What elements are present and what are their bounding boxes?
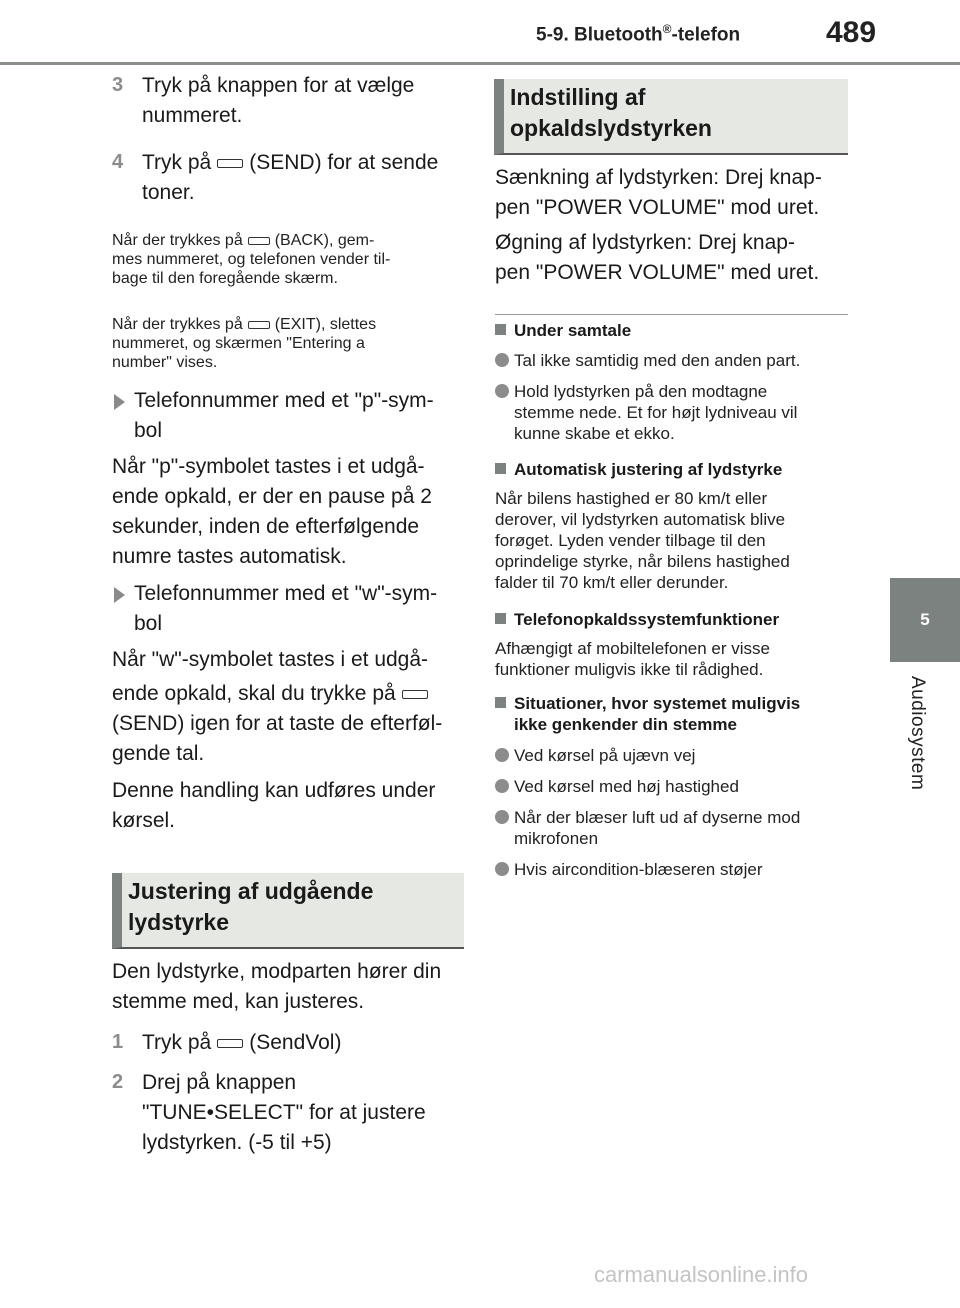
triangle-bullet-icon [114, 587, 125, 603]
send-button-icon [402, 690, 428, 699]
note-exit: Når der trykkes på (EXIT), slettes nummeret, og skærmen "Entering a number" vises. [112, 316, 377, 371]
outgoing-volume-intro: Den lydstyrke, modparten hører din stemme med, kan justeres. [112, 960, 442, 1013]
step-number: 1 [112, 1031, 124, 1053]
subheading-p-symbol: Telefonnummer med et "p"-sym- bol [134, 389, 434, 442]
step-number: 4 [112, 151, 124, 173]
circle-bullet-icon [495, 748, 509, 762]
list-item: Hvis aircondition-blæseren støjer [514, 860, 763, 879]
step-text: Tryk på knappen for at vælge nummeret. [142, 74, 415, 127]
list-item: Tal ikke samtidig med den anden part. [514, 351, 801, 370]
step-text: Tryk på (SEND) for at sende toner. [142, 151, 439, 204]
heading-phone-functions: Telefonopkaldssystemfunktioner [514, 610, 780, 629]
auto-volume-body: Når bilens hastighed er 80 km/t eller derover, vil lydstyrken automatisk blive forøget. Lyden vender tilbage til den oprindelige styrke, når bilens hastighed falder til 70 km/t eller derunder. [495, 489, 790, 592]
phone-functions-body: Afhængigt af mobiltelefonen er visse funktioner muligvis ikke til rådighed. [495, 639, 770, 679]
watermark: carmanualsonline.info [594, 1262, 809, 1287]
call-volume-increase: Øgning af lydstyrken: Drej knap- pen "POWER VOLUME" med uret. [495, 231, 820, 284]
circle-bullet-icon [495, 384, 509, 398]
heading-voice-recognition: Situationer, hvor systemet muligvis ikke genkender din stemme [514, 694, 801, 734]
p-symbol-body: Når "p"-symbolet tastes i et udgå- ende opkald, er der en pause på 2 sekunder, inden de efterfølgende numre tastes automatisk. [112, 455, 432, 568]
square-bullet-icon [495, 463, 506, 474]
section-title-outgoing-volume: Justering af udgående lydstyrke [128, 878, 374, 935]
divider [495, 314, 848, 315]
square-bullet-icon [495, 324, 506, 335]
square-bullet-icon [495, 697, 506, 708]
step-number: 3 [112, 74, 124, 96]
w-symbol-body: Når "w"-symbolet tastes i et udgå- ende opkald, skal du trykke på (SEND) igen for at taste de efterføl- gende tal. Denne handling kan udføres under kørsel. [112, 648, 443, 832]
circle-bullet-icon [495, 353, 509, 367]
chapter-label: Audiosystem [907, 676, 928, 791]
step-number: 2 [112, 1071, 124, 1093]
note-back: Når der trykkes på (BACK), gem- mes nummeret, og telefonen vender til- bage til den foregående skærm. [112, 232, 391, 287]
back-button-icon [248, 237, 270, 245]
send-button-icon [217, 159, 243, 168]
list-item: Ved kørsel med høj hastighed [514, 777, 739, 796]
section-title: 5-9. Bluetooth®-telefon [536, 22, 741, 46]
sendvol-button-icon [217, 1039, 243, 1048]
header-divider [0, 62, 960, 65]
square-bullet-icon [495, 613, 506, 624]
call-volume-decrease: Sænkning af lydstyrken: Drej knap- pen "POWER VOLUME" mod uret. [495, 166, 822, 219]
circle-bullet-icon [495, 779, 509, 793]
section-title-call-volume: Indstilling af opkaldslydstyrken [510, 84, 712, 141]
step-text: Tryk på (SendVol) [142, 1031, 342, 1054]
list-item: Ved kørsel på ujævn vej [514, 746, 696, 765]
triangle-bullet-icon [114, 394, 125, 410]
heading-during-call: Under samtale [514, 321, 632, 340]
list-item: Hold lydstyrken på den modtagne stemme nede. Et for højt lydniveau vil kunne skabe et ekko. [514, 382, 798, 443]
exit-button-icon [248, 321, 270, 329]
chapter-number: 5 [920, 610, 930, 629]
circle-bullet-icon [495, 810, 509, 824]
heading-auto-volume: Automatisk justering af lydstyrke [514, 460, 783, 479]
page-number: 489 [826, 16, 877, 49]
step-text: Drej på knappen "TUNE•SELECT" for at justere lydstyrken. (-5 til +5) [142, 1071, 426, 1154]
list-item: Når der blæser luft ud af dyserne mod mikrofonen [514, 808, 801, 848]
subheading-w-symbol: Telefonnummer med et "w"-sym- bol [134, 582, 438, 635]
circle-bullet-icon [495, 862, 509, 876]
